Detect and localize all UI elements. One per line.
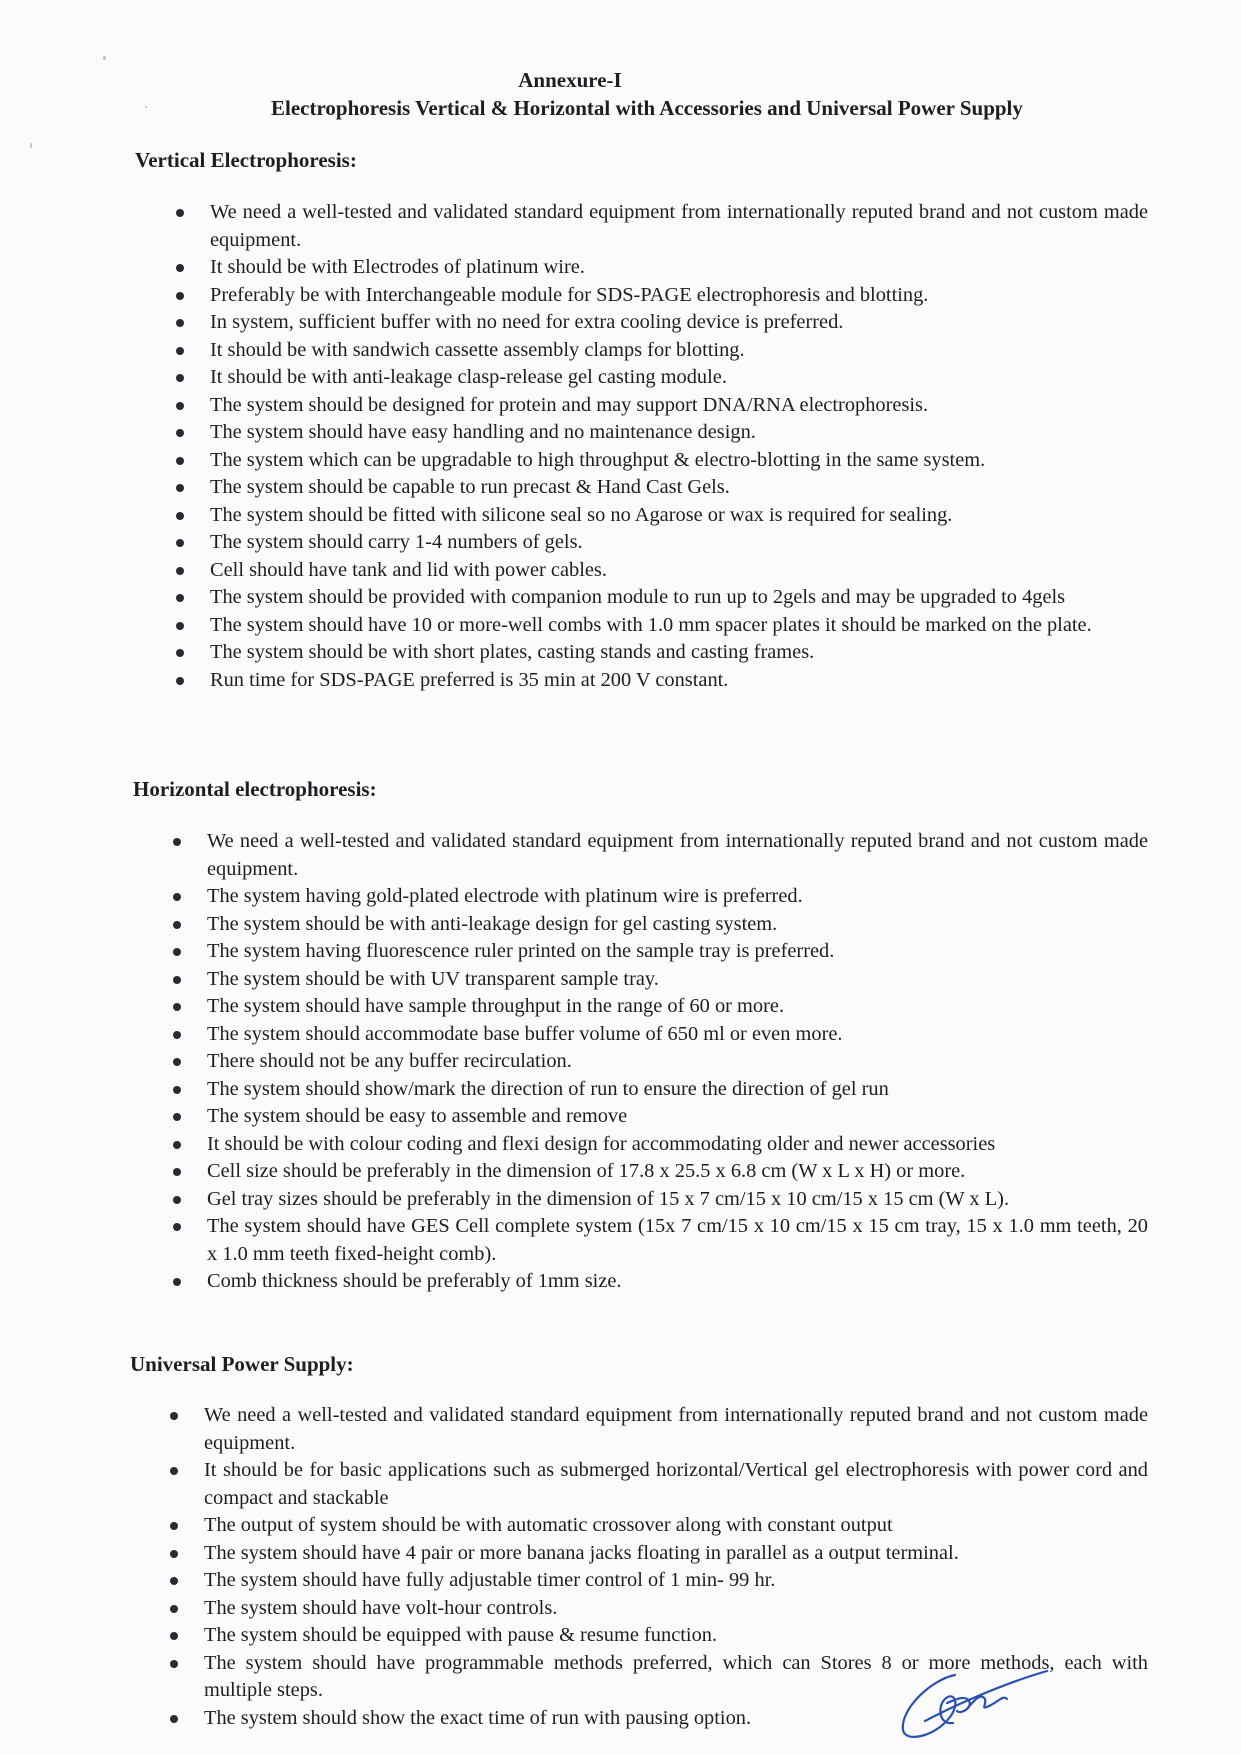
bullet-icon — [173, 1031, 181, 1039]
requirement-item — [207, 1131, 1148, 1159]
bullet-icon — [170, 1660, 178, 1668]
bullet-icon — [170, 1522, 178, 1530]
requirement-text: Cell should have tank and lid with power cables. — [210, 558, 607, 581]
requirement-item — [207, 1158, 1148, 1186]
requirement-text: The system should be with short plates, casting stands and casting frames. — [210, 641, 815, 663]
requirement-text: There should not be any buffer recirculation. — [207, 1050, 572, 1072]
requirement-text: The system should show the exact time of run with pausing option. — [204, 1706, 752, 1729]
requirement-item — [210, 667, 1148, 695]
requirement-text: The system should have easy handling and no maintenance design. — [210, 421, 756, 443]
requirement-text: The output of system should be with automatic crossover along with constant output — [204, 1514, 893, 1536]
requirement-item — [210, 584, 1148, 612]
bullet-icon — [173, 1113, 181, 1121]
bullet-icon — [170, 1632, 178, 1640]
requirement-text: It should be with anti-leakage clasp-release gel casting module. — [210, 366, 727, 388]
requirement-item — [210, 199, 1148, 254]
bullet-icon — [170, 1577, 178, 1585]
bullet-icon — [173, 838, 181, 846]
scan-speck — [30, 143, 32, 148]
requirement-item — [210, 419, 1148, 447]
requirement-item — [204, 1595, 1148, 1623]
requirement-item — [207, 1268, 1148, 1296]
bullet-icon — [176, 292, 184, 300]
requirement-text: In system, sufficient buffer with no need for extra cooling device is preferred. — [210, 311, 844, 333]
requirement-text: The system should be easy to assemble and remove — [207, 1105, 628, 1127]
requirement-item — [210, 529, 1148, 557]
bullet-icon — [173, 1196, 181, 1204]
bullet-icon — [170, 1412, 178, 1420]
requirement-item — [210, 447, 1148, 475]
bullet-icon — [173, 921, 181, 929]
bullet-icon — [170, 1467, 178, 1475]
requirement-item — [210, 254, 1148, 282]
requirement-item — [210, 612, 1148, 640]
requirement-item — [210, 557, 1148, 585]
requirement-text: The system should be provided with companion module to run up to 2gels and may be upgraded to 4gels — [210, 586, 1066, 608]
bullet-icon — [173, 976, 181, 984]
requirement-item — [204, 1540, 1148, 1568]
section-heading-horizontal: Horizontal electrophoresis: — [133, 777, 377, 801]
annexure-title — [0, 68, 1241, 93]
requirement-item — [204, 1622, 1148, 1650]
bullet-icon — [173, 893, 181, 901]
requirement-text: The system should be with anti-leakage design for gel casting system. — [207, 912, 778, 935]
requirement-text: The system should have 10 or more-well combs with 1.0 mm spacer plates it should be marked on the plate. — [210, 613, 1092, 636]
requirement-item — [204, 1457, 1148, 1512]
requirement-text: The system which can be upgradable to high throughput & electro-blotting in the same system. — [210, 448, 986, 471]
requirement-item — [210, 309, 1148, 337]
bullet-icon — [173, 1168, 181, 1176]
requirement-text: The system should show/mark the direction of run to ensure the direction of gel run — [207, 1077, 889, 1100]
requirement-text: Gel tray sizes should be preferably in the dimension of 15 x 7 cm/15 x 10 cm/15 x 15 cm (W x L). — [207, 1187, 1010, 1210]
bullet-icon — [173, 1141, 181, 1149]
requirement-text: It should be for basic applications such as submerged horizontal/Vertical gel electrophoresis with power cord and compact and stackable — [204, 1459, 1148, 1509]
requirement-text: It should be with Electrodes of platinum wire. — [210, 256, 585, 278]
requirement-item — [207, 1048, 1148, 1076]
handwritten-signature — [895, 1655, 1055, 1745]
bullet-icon — [176, 374, 184, 382]
requirement-text: The system should be equipped with pause & resume function. — [204, 1624, 718, 1646]
requirement-text: We need a well-tested and validated standard equipment from internationally reputed brand and not custom made equipment. — [207, 830, 1148, 880]
bullet-icon — [176, 594, 184, 602]
requirement-text: The system should be fitted with silicone seal so no Agarose or wax is required for sealing. — [210, 503, 953, 526]
section-heading-power-supply: Universal Power Supply: — [130, 1352, 354, 1376]
bullet-icon — [176, 539, 184, 547]
requirement-text: It should be with sandwich cassette assembly clamps for blotting. — [210, 338, 745, 361]
bullet-icon — [176, 567, 184, 575]
requirement-text: The system should accommodate base buffer volume of 650 ml or even more. — [207, 1022, 843, 1045]
bullet-icon — [173, 948, 181, 956]
bullet-icon — [173, 1223, 181, 1231]
requirement-text: The system should have fully adjustable timer control of 1 min- 99 hr. — [204, 1569, 776, 1591]
scan-speck — [103, 56, 106, 60]
requirement-item — [207, 993, 1148, 1021]
requirement-text: It should be with colour coding and flexi design for accommodating older and newer accessories — [207, 1132, 996, 1155]
requirement-item — [210, 392, 1148, 420]
requirement-text: Cell size should be preferably in the dimension of 17.8 x 25.5 x 6.8 cm (W x L x H) or more. — [207, 1160, 966, 1182]
bullet-icon — [176, 209, 184, 217]
requirement-text: The system should have programmable methods preferred, which can Stores 8 or more methods, each with multiple steps. — [204, 1651, 1148, 1701]
requirement-item — [207, 911, 1148, 939]
bullet-icon — [170, 1715, 178, 1723]
bullet-icon — [173, 1086, 181, 1094]
requirement-text: We need a well-tested and validated standard equipment from internationally reputed brand and not custom made equipment. — [204, 1404, 1148, 1454]
requirement-item — [207, 1021, 1148, 1049]
requirement-item — [210, 364, 1148, 392]
bullet-icon — [173, 1003, 181, 1011]
section-heading-vertical: Vertical Electrophoresis: — [135, 148, 357, 172]
requirement-item — [207, 1076, 1148, 1104]
requirement-text: The system should have volt-hour controls. — [204, 1596, 558, 1619]
requirement-text: Run time for SDS-PAGE preferred is 35 min at 200 V constant. — [210, 668, 729, 691]
bullet-icon — [176, 649, 184, 657]
requirement-item — [210, 474, 1148, 502]
requirement-item — [210, 502, 1148, 530]
bullet-icon — [176, 429, 184, 437]
requirement-item — [210, 639, 1148, 667]
bullet-icon — [176, 512, 184, 520]
scan-speck — [145, 106, 147, 108]
vertical-requirements-list — [210, 199, 1148, 694]
requirement-item — [210, 282, 1148, 310]
bullet-icon — [173, 1278, 181, 1286]
bullet-icon — [176, 484, 184, 492]
bullet-icon — [176, 622, 184, 630]
requirement-item — [207, 938, 1148, 966]
requirement-text: Preferably be with Interchangeable module for SDS-PAGE electrophoresis and blotting. — [210, 283, 929, 306]
requirement-item — [204, 1402, 1148, 1457]
requirement-text: We need a well-tested and validated standard equipment from internationally reputed brand and not custom made equipment. — [210, 201, 1148, 251]
requirement-item — [207, 1103, 1148, 1131]
annexure-title-text: Annexure-I — [518, 68, 622, 92]
requirement-text: The system should carry 1-4 numbers of gels. — [210, 531, 583, 553]
requirement-text: The system should have sample throughput in the range of 60 or more. — [207, 995, 785, 1017]
bullet-icon — [176, 347, 184, 355]
bullet-icon — [176, 677, 184, 685]
horizontal-requirements-list — [207, 828, 1148, 1296]
requirement-text: The system should be capable to run precast & Hand Cast Gels. — [210, 476, 730, 498]
document-subtitle: Electrophoresis Vertical & Horizontal with Accessories and Universal Power Supply — [271, 96, 1023, 120]
requirement-item — [207, 966, 1148, 994]
requirement-text: Comb thickness should be preferably of 1mm size. — [207, 1270, 622, 1292]
requirement-text: The system should be designed for protein and may support DNA/RNA electrophoresis. — [210, 393, 929, 416]
requirement-text: The system having fluorescence ruler printed on the sample tray is preferred. — [207, 940, 835, 962]
requirement-item — [207, 883, 1148, 911]
requirement-item — [207, 1186, 1148, 1214]
requirement-item — [210, 337, 1148, 365]
requirement-item — [207, 828, 1148, 883]
bullet-icon — [173, 1058, 181, 1066]
bullet-icon — [176, 319, 184, 327]
requirement-text: The system should have GES Cell complete system (15x 7 cm/15 x 10 cm/15 x 15 cm tray, 15 x 1.0 mm teeth, 20 x 1.0 mm teeth fixed-height comb). — [207, 1215, 1148, 1265]
requirement-text: The system should have 4 pair or more banana jacks floating in parallel as a output terminal. — [204, 1541, 959, 1564]
requirement-text: The system should be with UV transparent sample tray. — [207, 967, 659, 990]
bullet-icon — [176, 402, 184, 410]
bullet-icon — [176, 264, 184, 272]
bullet-icon — [170, 1550, 178, 1558]
requirement-item — [204, 1567, 1148, 1595]
bullet-icon — [176, 457, 184, 465]
requirement-item — [204, 1512, 1148, 1540]
requirement-text: The system having gold-plated electrode with platinum wire is preferred. — [207, 885, 803, 907]
requirement-item — [207, 1213, 1148, 1268]
bullet-icon — [170, 1605, 178, 1613]
